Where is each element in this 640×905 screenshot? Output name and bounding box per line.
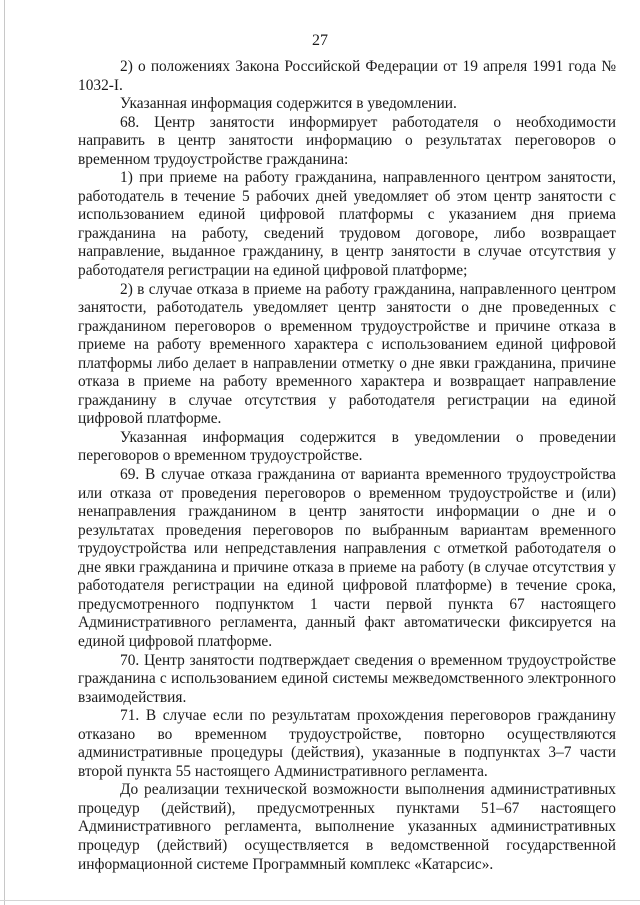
paragraph-71: 71. В случае если по результатам прохождения переговоров гражданину отказано во временном трудоустройстве, повторно осуществляются административные процедуры (действия), указанные в подпунктах 3–7 части второй пункта 55 настоящего Административного регламента. bbox=[78, 707, 616, 780]
paragraph-69: 69. В случае отказа гражданина от варианта временного трудоустройства или отказа от проведения переговоров о временном трудоустройстве и (или) ненаправления гражданином в центр занятости информации о дне и о результатах проведения переговоров по выбранным вариантам временного трудоустройства или непредставления направления с отметкой работодателя о дне явки гражданина и причине отказа в приеме на работу (в случае отсутствия у работодателя регистрации на единой цифровой платформе) в течение срока, предусмотренного подпунктом 1 части первой пункта 67 настоящего Административного регламента, данный факт автоматически фиксируется на единой цифровой платформе. bbox=[78, 466, 616, 650]
paragraph-68: 68. Центр занятости информирует работодателя о необходимости направить в центр занятости информацию о результатах переговоров о временном трудоустройстве гражданина: bbox=[78, 113, 616, 168]
paragraph-70: 70. Центр занятости подтверждает сведения о временном трудоустройстве гражданина с использованием единой системы межведомственного электронного взаимодействия. bbox=[78, 651, 616, 706]
document-body bbox=[78, 58, 616, 874]
paragraph-68-subitem-1: 1) при приеме на работу гражданина, направленного центром занятости, работодатель в течение 5 рабочих дней уведомляет об этом центр занятости с использованием единой цифровой платформы с указанием дня приема гражданина на работу, сведений трудовом договоре, либо возвращает направление, выданное гражданину, в центр занятости в случае отсутствия у работодателя регистрации на единой цифровой платформе; bbox=[78, 169, 616, 280]
paragraph-item-2: 2) о положениях Закона Российской Федерации от 19 апреля 1991 года № 1032-I. bbox=[78, 58, 616, 94]
scan-edge-line bbox=[4, 0, 5, 905]
paragraph-negotiation-notice: Указанная информация содержится в уведомлении о проведении переговоров о временном трудоустройстве. bbox=[78, 428, 616, 465]
paragraph-katarsis: До реализации технической возможности выполнения административных процедур (действий), предусмотренных пунктами 51–67 настоящего Административного регламента, выполнение указанных административных процедур (действий) осуществляется в ведомственной государственной информационной системе Программный комплекс «Катарсис». bbox=[78, 781, 616, 873]
paragraph-notice-info: Указанная информация содержится в уведомлении. bbox=[120, 95, 457, 113]
paragraph-68-subitem-2: 2) в случае отказа в приеме на работу гражданина, направленного центром занятости, работодатель уведомляет центр занятости о дне проведенных с гражданином переговоров о временном трудоустройстве и причине отказа в приеме на работу временного характера с использованием единой цифровой платформы либо делает в направлении отметку о дне явки гражданина, причине отказа в приеме на работу временного характера и возвращает направление гражданину в случае отсутствия у работодателя регистрации на единой цифровой платформе. bbox=[78, 280, 616, 428]
scan-bottom-line bbox=[0, 900, 640, 901]
page-number: 27 bbox=[312, 32, 328, 49]
